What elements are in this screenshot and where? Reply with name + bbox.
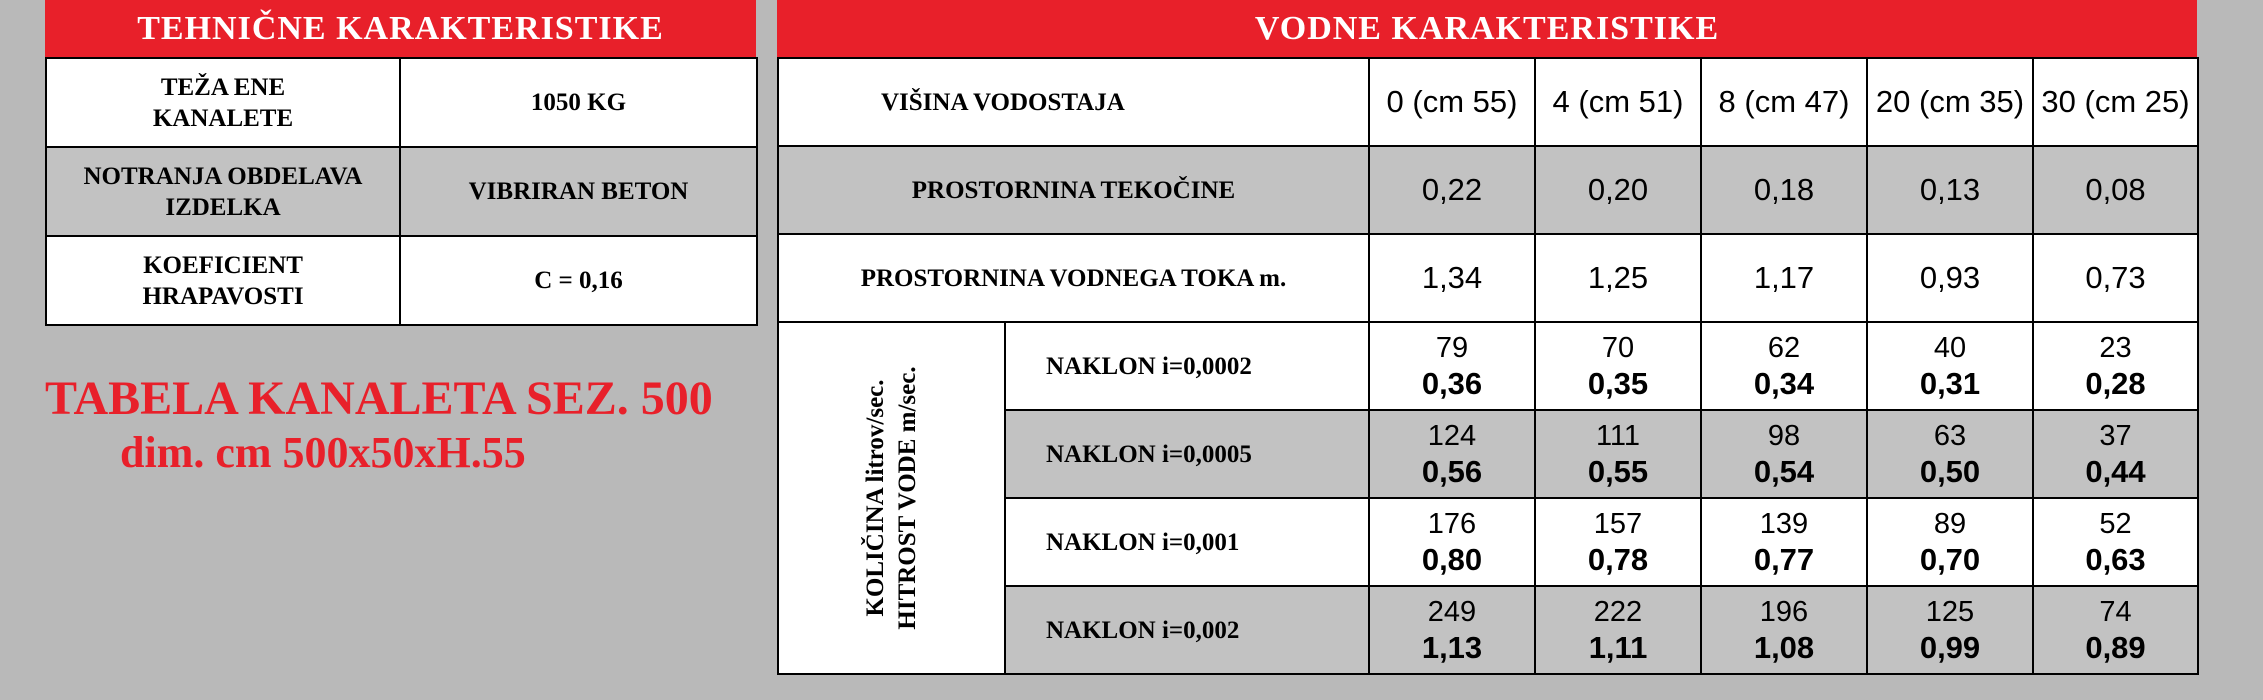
level-cell: 20 (cm 35) bbox=[1867, 58, 2033, 146]
table-row bbox=[46, 58, 757, 147]
side-label bbox=[778, 322, 1005, 674]
table-row-water-level bbox=[778, 58, 2198, 146]
flow-volume-cell: 1,25 bbox=[1535, 234, 1701, 322]
slope-cell: 139 0,77 bbox=[1701, 498, 1867, 586]
slope-cell: 196 1,08 bbox=[1701, 586, 1867, 674]
tech-label-finish: NOTRANJA OBDELAVA IZDELKA bbox=[46, 147, 400, 236]
slope-label: NAKLON i=0,002 bbox=[1005, 586, 1369, 674]
slope-cell: 89 0,70 bbox=[1867, 498, 2033, 586]
slope-cell: 125 0,99 bbox=[1867, 586, 2033, 674]
slope-cell: 52 0,63 bbox=[2033, 498, 2198, 586]
side-label-quantity: KOLIČINA litrov/sec. bbox=[861, 379, 889, 617]
slope-cell: 124 0,56 bbox=[1369, 410, 1535, 498]
table-row-liquid-volume bbox=[778, 146, 2198, 234]
slope-cell: 176 0,80 bbox=[1369, 498, 1535, 586]
tech-value-weight: 1050 KG bbox=[400, 58, 757, 147]
tech-value-roughness: C = 0,16 bbox=[400, 236, 757, 325]
slope-cell: 111 0,55 bbox=[1535, 410, 1701, 498]
slope-label: NAKLON i=0,001 bbox=[1005, 498, 1369, 586]
volume-cell: 0,08 bbox=[2033, 146, 2198, 234]
water-level-label: VIŠINA VODOSTAJA bbox=[778, 58, 1369, 146]
flow-volume-cell: 1,34 bbox=[1369, 234, 1535, 322]
slope-cell: 249 1,13 bbox=[1369, 586, 1535, 674]
slope-label: NAKLON i=0,0002 bbox=[1005, 322, 1369, 410]
tech-label-weight: TEŽA ENE KANALETE bbox=[46, 58, 400, 147]
slope-cell: 40 0,31 bbox=[1867, 322, 2033, 410]
water-table bbox=[777, 57, 2199, 675]
tech-panel-title: TEHNIČNE KARAKTERISTIKE bbox=[45, 0, 756, 57]
caption-title: TABELA KANALETA SEZ. 500 bbox=[45, 372, 713, 425]
table-row bbox=[46, 147, 757, 236]
level-cell: 4 (cm 51) bbox=[1535, 58, 1701, 146]
table-row-slope bbox=[778, 322, 2198, 410]
water-panel-title: VODNE KARAKTERISTIKE bbox=[777, 0, 2197, 57]
volume-cell: 0,22 bbox=[1369, 146, 1535, 234]
slope-cell: 222 1,11 bbox=[1535, 586, 1701, 674]
flow-volume-cell: 1,17 bbox=[1701, 234, 1867, 322]
liquid-volume-label: PROSTORNINA TEKOČINE bbox=[778, 146, 1369, 234]
flow-volume-cell: 0,73 bbox=[2033, 234, 2198, 322]
table-caption bbox=[45, 371, 713, 479]
level-cell: 0 (cm 55) bbox=[1369, 58, 1535, 146]
slope-cell: 98 0,54 bbox=[1701, 410, 1867, 498]
slope-cell: 74 0,89 bbox=[2033, 586, 2198, 674]
volume-cell: 0,13 bbox=[1867, 146, 2033, 234]
table-row bbox=[46, 236, 757, 325]
slope-label: NAKLON i=0,0005 bbox=[1005, 410, 1369, 498]
flow-volume-cell: 0,93 bbox=[1867, 234, 2033, 322]
flow-volume-label: PROSTORNINA VODNEGA TOKA m. bbox=[778, 234, 1369, 322]
slope-cell: 37 0,44 bbox=[2033, 410, 2198, 498]
caption-dimensions: dim. cm 500x50xH.55 bbox=[120, 428, 526, 477]
side-label-speed: HITROST VODE m/sec. bbox=[893, 366, 921, 630]
slope-cell: 79 0,36 bbox=[1369, 322, 1535, 410]
volume-cell: 0,18 bbox=[1701, 146, 1867, 234]
slope-cell: 62 0,34 bbox=[1701, 322, 1867, 410]
level-cell: 30 (cm 25) bbox=[2033, 58, 2198, 146]
table-row-flow-volume bbox=[778, 234, 2198, 322]
tech-table bbox=[45, 57, 758, 326]
volume-cell: 0,20 bbox=[1535, 146, 1701, 234]
slope-cell: 157 0,78 bbox=[1535, 498, 1701, 586]
slope-cell: 23 0,28 bbox=[2033, 322, 2198, 410]
slope-cell: 70 0,35 bbox=[1535, 322, 1701, 410]
tech-label-roughness: KOEFICIENT HRAPAVOSTI bbox=[46, 236, 400, 325]
level-cell: 8 (cm 47) bbox=[1701, 58, 1867, 146]
tech-value-finish: VIBRIRAN BETON bbox=[400, 147, 757, 236]
slope-cell: 63 0,50 bbox=[1867, 410, 2033, 498]
